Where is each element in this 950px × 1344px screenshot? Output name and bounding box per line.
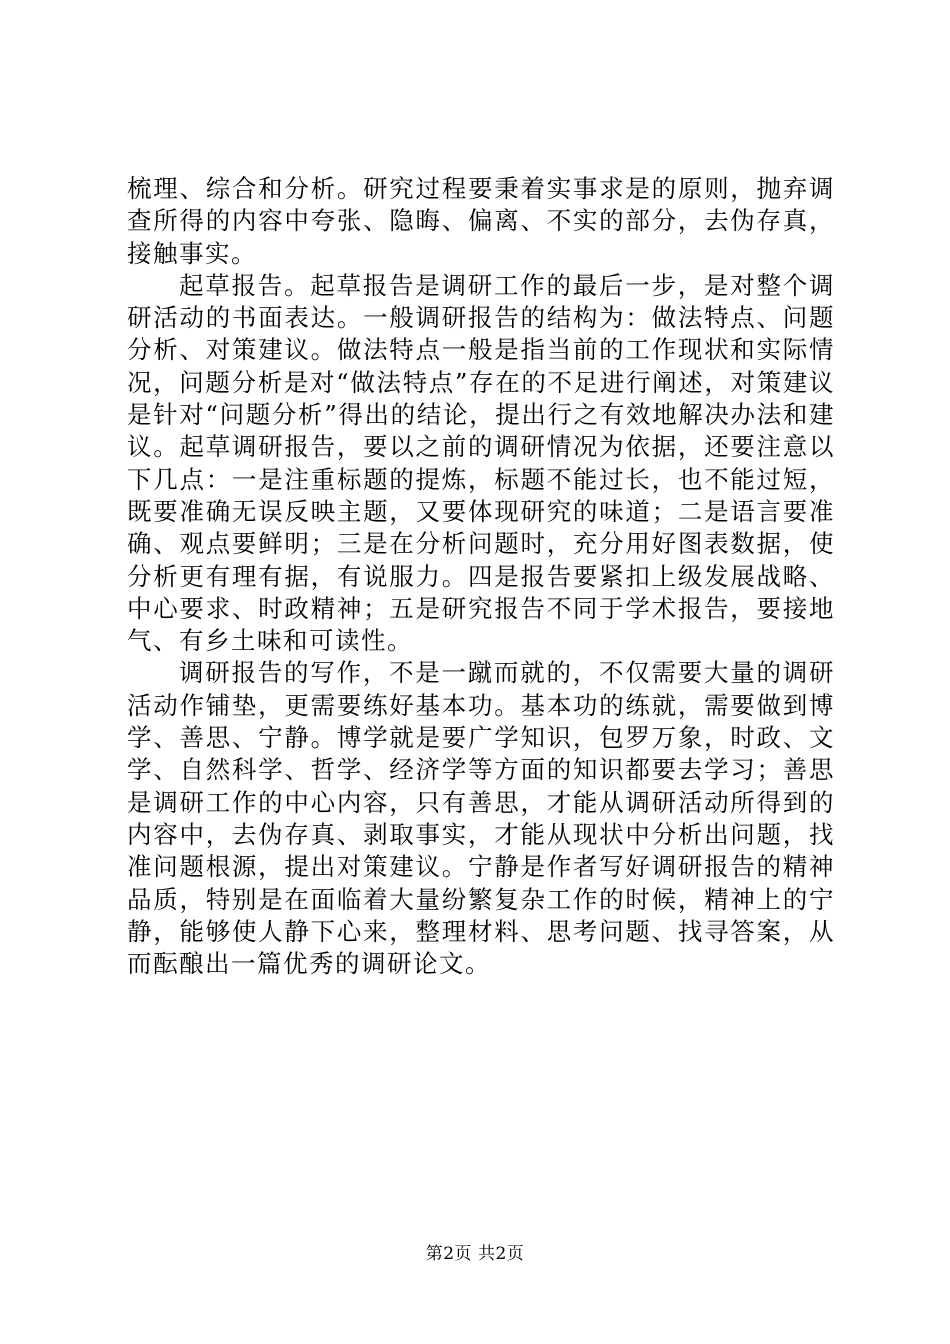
document-body	[127, 173, 835, 980]
paragraph-continuation: 梳理、综合和分析。研究过程要秉着实事求是的原则，抛弃调查所得的内容中夸张、隐晦、偏离、不实的部分，去伪存真，接触事实。	[127, 174, 835, 268]
page-number-footer: 第2页 共2页	[425, 1244, 525, 1264]
paragraph-writing-skills: 调研报告的写作，不是一蹴而就的，不仅需要大量的调研活动作铺垫，更需要练好基本功。基本功的练就，需要做到博学、善思、宁静。博学就是要广学知识，包罗万象，时政、文学、自然科学、哲学、经济学等方面的知识都要去学习；善思是调研工作的中心内容，只有善思，才能从调研活动所得到的内容中，去伪存真、剥取事实，才能从现状中分析出问题，找准问题根源，提出对策建议。宁静是作者写好调研报告的精神品质，特别是在面临着大量纷繁复杂工作的时候，精神上的宁静，能够使人静下心来，整理材料、思考问题、找寻答案，从而酝酿出一篇优秀的调研论文。	[127, 658, 835, 979]
paragraph-drafting-report: 起草报告。起草报告是调研工作的最后一步，是对整个调研活动的书面表达。一般调研报告的结构为：做法特点、问题分析、对策建议。做法特点一般是指当前的工作现状和实际情况，问题分析是对“做法特点”存在的不足进行阐述，对策建议是针对“问题分析”得出的结论，提出行之有效地解决办法和建议。起草调研报告，要以之前的调研情况为依据，还要注意以下几点：一是注重标题的提炼，标题不能过长，也不能过短，既要准确无误反映主题，又要体现研究的味道；二是语言要准确、观点要鲜明；三是在分析问题时，充分用好图表数据，使分析更有理有据，有说服力。四是报告要紧扣上级发展战略、中心要求、时政精神；五是研究报告不同于学术报告，要接地气、有乡土味和可读性。	[127, 270, 835, 656]
